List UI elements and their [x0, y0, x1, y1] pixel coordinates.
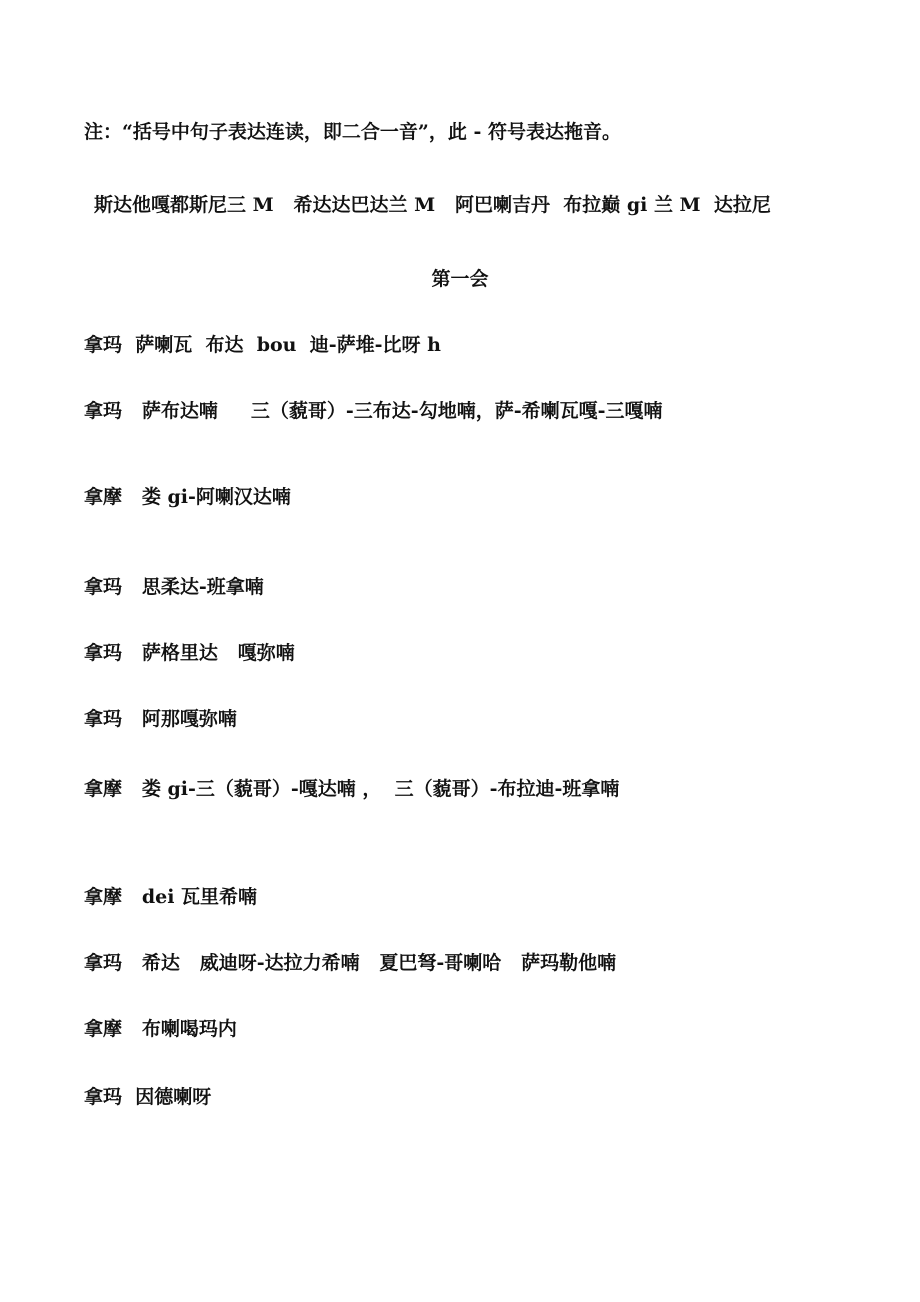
- text-line: 拿摩 娄 gi-阿喇汉达喃: [84, 486, 291, 508]
- note-line: 注：“括号中句子表达连读，即二合一音”，此 - 符号表达拖音。: [84, 121, 621, 143]
- text-line: 拿玛 希达 威迪呀-达拉力希喃 夏巴弩-哥喇哈 萨玛勒他喃: [84, 952, 617, 974]
- text-line: 拿玛 因德喇呀: [84, 1086, 212, 1108]
- section-title: 第一会: [431, 268, 489, 290]
- text-line: 拿玛 萨布达喃 三（藐哥）-三布达-勾地喃，萨-希喇瓦嘎-三嘎喃: [84, 400, 663, 422]
- text-line: 拿摩 dei 瓦里希喃: [84, 886, 258, 908]
- text-line: 拿摩 布喇喝玛内: [84, 1018, 237, 1040]
- text-line: 拿玛 思柔达-班拿喃: [84, 576, 264, 598]
- text-line: 拿玛 阿那嘎弥喃: [84, 708, 237, 730]
- text-line: 拿摩 娄 gi-三（藐哥）-嘎达喃 ， 三（藐哥）-布拉迪-班拿喃: [84, 778, 620, 800]
- text-line: 拿玛 萨格里达 嘎弥喃: [84, 642, 295, 664]
- text-line: 拿玛 萨喇瓦 布达 bou 迪-萨堆-比呀 h: [84, 334, 441, 356]
- mantra-heading: 斯达他嘎都斯尼三 M 希达达巴达兰 M 阿巴喇吉丹 布拉巅 gi 兰 M 达拉尼: [94, 194, 771, 216]
